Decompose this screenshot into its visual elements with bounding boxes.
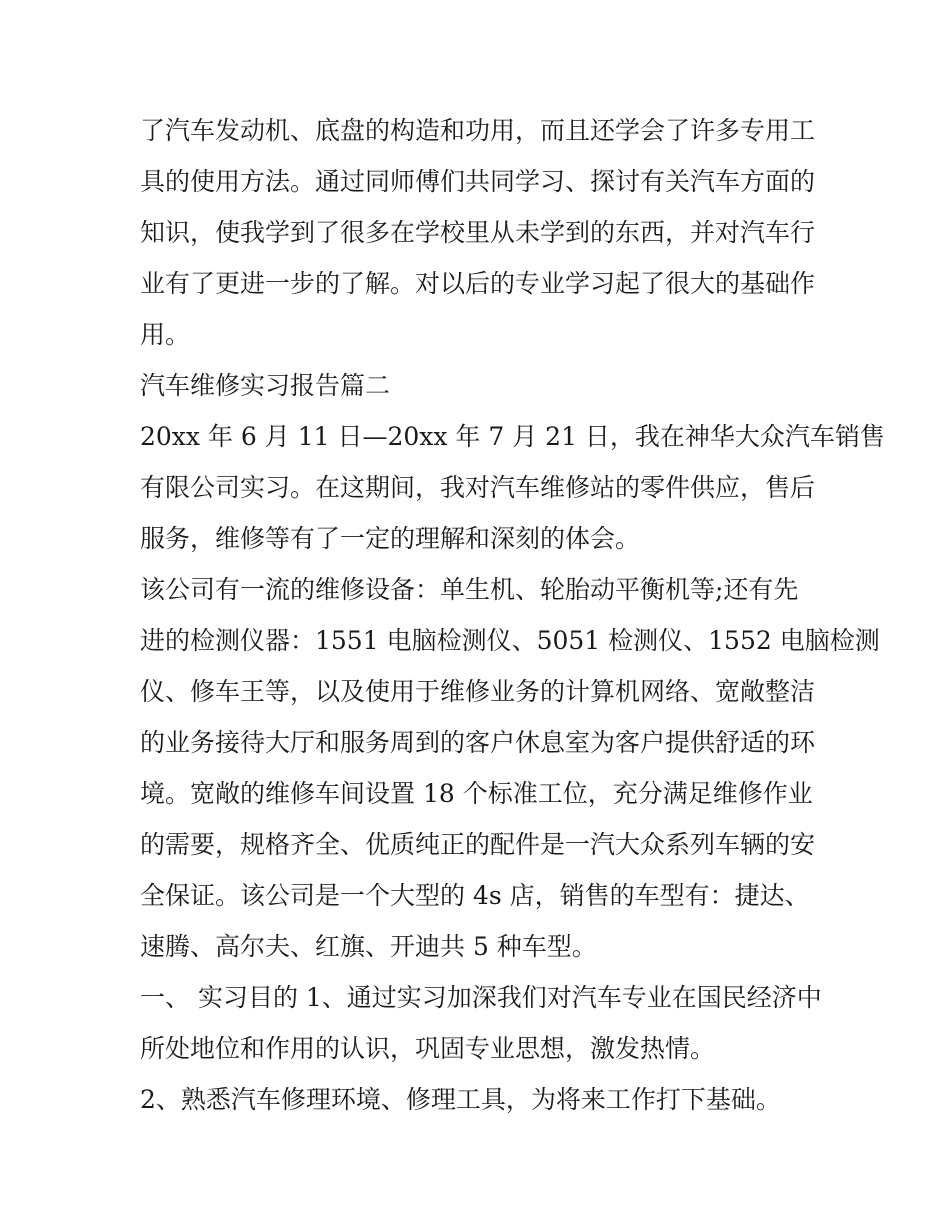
text-line: 所处地位和作用的认识，巩固专业思想，激发热情。 [140, 1034, 716, 1063]
text-line: 2、熟悉汽车修理环境、修理工具，为将来工作打下基础。 [140, 1085, 781, 1114]
text-line: 服务，维修等有了一定的理解和深刻的体会。 [140, 524, 641, 553]
text-line: 境。宽敞的维修车间设置 18 个标准工位，充分满足维修作业 [140, 779, 813, 808]
text-line: 用。 [140, 320, 191, 349]
section-title: 汽车维修实习报告篇二 [140, 371, 391, 400]
text-line: 进的检测仪器：1551 电脑检测仪、5051 检测仪、1552 电脑检测 [140, 626, 880, 655]
paragraph-internship-purpose [140, 972, 820, 1074]
text-line: 全保证。该公司是一个大型的 4s 店，销售的车型有：捷达、 [140, 881, 810, 910]
text-line: 仪、修车王等，以及使用于维修业务的计算机网络、宽敞整洁 [140, 677, 816, 706]
text-line: 知识，使我学到了很多在学校里从未学到的东西，并对汽车行 [140, 218, 816, 247]
text-line: 有限公司实习。在这期间，我对汽车维修站的零件供应，售后 [140, 473, 816, 502]
paragraph-internship-period [140, 411, 885, 564]
text-line: 的业务接待大厅和服务周到的客户休息室为客户提供舒适的环 [140, 728, 816, 757]
text-line: 具的使用方法。通过同师傅们共同学习、探讨有关汽车方面的 [140, 167, 816, 196]
text-line: 速腾、高尔夫、红旗、开迪共 5 种车型。 [140, 932, 597, 961]
paragraph-company-equipment [140, 564, 880, 972]
paragraph-purpose-item-2 [140, 1074, 820, 1125]
paragraph-intro-continuation [140, 105, 820, 360]
text-line: 的需要，规格齐全、优质纯正的配件是一汽大众系列车辆的安 [140, 830, 816, 859]
text-line: 该公司有一流的维修设备：单生机、轮胎动平衡机等;还有先 [140, 575, 799, 604]
text-line: 20xx 年 6 月 11 日—20xx 年 7 月 21 日，我在神华大众汽车销售 [140, 422, 885, 451]
document-body [140, 105, 885, 1125]
text-line: 一、 实习目的 1、通过实习加深我们对汽车专业在国民经济中 [140, 983, 822, 1012]
text-line: 了汽车发动机、底盘的构造和功用，而且还学会了许多专用工 [140, 116, 816, 145]
text-line: 业有了更进一步的了解。对以后的专业学习起了很大的基础作 [140, 269, 816, 298]
